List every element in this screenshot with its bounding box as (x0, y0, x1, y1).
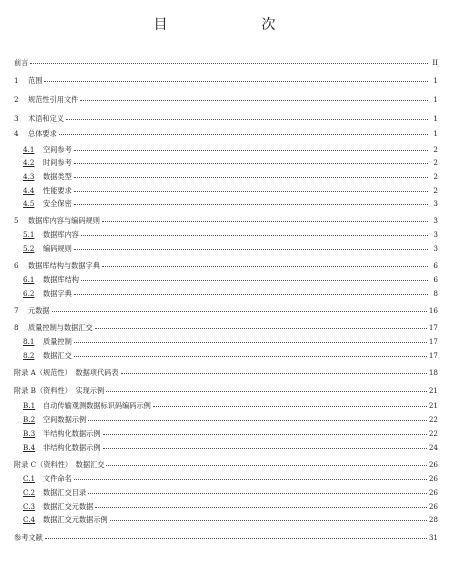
toc-entry-page: 17 (428, 351, 438, 360)
dot-leader (52, 305, 427, 312)
toc-entry-number: 8.2 (23, 351, 35, 360)
dot-leader (80, 94, 428, 101)
dot-leader (45, 532, 427, 539)
toc-entry-page: 3 (433, 244, 438, 253)
page-title: 目 次 (153, 17, 298, 33)
toc-entry-page: 17 (428, 323, 438, 332)
toc-entry-number: 6.1 (23, 275, 35, 284)
dot-leader (74, 185, 428, 192)
toc-entry-page: 26 (428, 488, 438, 497)
dot-leader (74, 171, 428, 178)
toc-entry-label: 时间参考 (43, 158, 72, 167)
toc-entry-page: 26 (428, 502, 438, 511)
toc-entry-number: 4.3 (23, 172, 35, 181)
toc-entry[interactable] (23, 199, 438, 209)
toc-entry-page: 3 (433, 216, 438, 225)
toc-entry[interactable] (14, 261, 438, 271)
dot-leader (74, 144, 428, 151)
toc-entry-number: 2 (14, 95, 19, 104)
toc-entry[interactable] (23, 401, 438, 411)
toc-entry-label: 性能要求 (43, 186, 72, 195)
toc-entry-number: 4.2 (23, 158, 35, 167)
toc-entry[interactable] (23, 429, 438, 439)
toc-entry-number: 6 (14, 261, 19, 270)
toc-entry-number: 3 (14, 114, 19, 123)
toc-entry-number: C.3 (23, 502, 36, 511)
toc-entry-page: 26 (428, 474, 438, 483)
toc-entry-label: 数据库结构 (43, 275, 79, 284)
dot-leader (102, 260, 428, 267)
toc-entry-page: 21 (428, 401, 438, 410)
toc-entry-page: 24 (428, 443, 438, 452)
toc-entry-number: B.3 (23, 429, 36, 438)
toc-entry-label: 数据类型 (43, 172, 72, 181)
toc-entry-label: 质量控制 (43, 337, 72, 346)
toc-entry-number: 8 (14, 323, 19, 332)
toc-entry-page: II (432, 58, 438, 67)
dot-leader (74, 350, 427, 357)
toc-entry[interactable] (23, 158, 438, 168)
dot-leader (95, 322, 427, 329)
dot-leader (74, 288, 428, 295)
dot-leader (74, 243, 428, 250)
toc-entry-page: 17 (428, 337, 438, 346)
toc-entry-label: 附录 C（资料性） 数据汇交 (14, 460, 105, 469)
toc-entry-label: 数据汇交元数据 (43, 502, 94, 511)
dot-leader (74, 473, 427, 480)
toc-entry[interactable] (14, 368, 438, 378)
toc-entry[interactable] (23, 474, 438, 484)
dot-leader (66, 113, 428, 120)
toc-entry-label: 数据汇交 (43, 351, 72, 360)
toc-entry[interactable] (23, 244, 438, 254)
toc-entry[interactable] (23, 289, 438, 299)
toc-entry[interactable] (14, 306, 438, 316)
toc-entry-label: 前言 (14, 58, 29, 67)
toc-entry-number: 5.1 (23, 230, 35, 239)
toc-entry-page: 8 (433, 289, 438, 298)
toc-entry-label: 总体要求 (28, 129, 57, 138)
toc-entry[interactable] (23, 488, 438, 498)
dot-leader (110, 514, 427, 521)
toc-entry-label: 编码规则 (43, 244, 72, 253)
toc-entry-label: 数据汇交元数据示例 (43, 515, 108, 524)
dot-leader (88, 487, 427, 494)
toc-entry-page: 22 (428, 429, 438, 438)
toc-entry-page: 2 (433, 145, 438, 154)
toc-entry-number: B.1 (23, 401, 36, 410)
toc-entry-page: 18 (428, 368, 438, 377)
toc-entry-number: 4.1 (23, 145, 35, 154)
toc-entry-label: 自动传输观测数据标识码编码示例 (43, 401, 151, 410)
toc-list (14, 0, 438, 566)
toc-entry-page: 1 (433, 114, 438, 123)
toc-entry[interactable] (23, 415, 438, 425)
toc-entry-page: 2 (433, 158, 438, 167)
toc-entry-number: B.2 (23, 415, 36, 424)
toc-entry[interactable] (14, 533, 438, 543)
toc-entry-number: 8.1 (23, 337, 35, 346)
toc-entry[interactable] (23, 145, 438, 155)
toc-entry-page: 1 (433, 129, 438, 138)
toc-entry-number: 1 (14, 76, 19, 85)
toc-entry[interactable] (14, 460, 438, 470)
toc-entry-label: 范围 (28, 76, 43, 85)
toc-entry-page: 6 (433, 275, 438, 284)
toc-entry-label: 安全保密 (43, 199, 72, 208)
dot-leader (81, 274, 428, 281)
toc-entry[interactable] (23, 515, 438, 525)
toc-entry[interactable] (23, 443, 438, 453)
dot-leader (106, 459, 426, 466)
toc-entry[interactable] (14, 95, 438, 105)
toc-entry-label: 数据汇交目录 (43, 488, 87, 497)
toc-entry-label: 术语和定义 (28, 114, 64, 123)
dot-leader (88, 414, 427, 421)
toc-entry-page: 21 (428, 386, 438, 395)
dot-leader (102, 215, 428, 222)
toc-entry-number: 4.5 (23, 199, 35, 208)
toc-entry-label: 规范性引用文件 (28, 95, 79, 104)
dot-leader (74, 198, 428, 205)
toc-entry[interactable] (23, 172, 438, 182)
toc-entry[interactable] (14, 76, 438, 86)
toc-entry-number: C.2 (23, 488, 36, 497)
toc-entry-page: 26 (428, 460, 438, 469)
toc-entry-label: 数据字典 (43, 289, 72, 298)
dot-leader (44, 75, 428, 82)
dot-leader (95, 501, 427, 508)
dot-leader (103, 442, 427, 449)
toc-entry[interactable] (14, 114, 438, 124)
dot-leader (30, 57, 428, 64)
toc-entry[interactable] (14, 216, 438, 226)
toc-entry-number: 5 (14, 216, 19, 225)
toc-entry[interactable] (23, 186, 438, 196)
toc-entry[interactable] (14, 129, 438, 139)
toc-entry[interactable] (23, 230, 438, 240)
dot-leader (153, 400, 427, 407)
toc-entry-label: 空间参考 (43, 145, 72, 154)
toc-entry[interactable] (14, 386, 438, 396)
toc-entry-page: 6 (433, 261, 438, 270)
toc-entry-label: 数据库结构与数据字典 (28, 261, 100, 270)
toc-entry[interactable] (23, 351, 438, 361)
toc-entry-label: 附录 B（资料性） 实现示例 (14, 386, 105, 395)
toc-entry-page: 1 (433, 95, 438, 104)
toc-entry-page: 28 (428, 515, 438, 524)
dot-leader (81, 229, 428, 236)
toc-entry-page: 31 (428, 533, 438, 542)
toc-entry-number: 7 (14, 306, 19, 315)
toc-entry-label: 元数据 (28, 306, 50, 315)
toc-entry-page: 16 (428, 306, 438, 315)
toc-entry-number: C.4 (23, 515, 36, 524)
toc-entry-page: 2 (433, 186, 438, 195)
toc-entry-label: 质量控制与数据汇交 (28, 323, 93, 332)
toc-entry[interactable] (23, 337, 438, 347)
toc-entry-label: 半结构化数据示例 (43, 429, 101, 438)
toc-entry-number: 4.4 (23, 186, 35, 195)
dot-leader (106, 385, 427, 392)
toc-entry-label: 非结构化数据示例 (43, 443, 101, 452)
toc-entry-number: 5.2 (23, 244, 35, 253)
toc-entry[interactable] (14, 323, 438, 333)
toc-entry-number: 4 (14, 129, 19, 138)
toc-entry-number: B.4 (23, 443, 36, 452)
dot-leader (59, 128, 428, 135)
dot-leader (121, 367, 427, 374)
toc-entry-page: 3 (433, 230, 438, 239)
toc-entry-label: 空间数据示例 (43, 415, 87, 424)
toc-entry-number: 6.2 (23, 289, 35, 298)
toc-entry[interactable] (23, 275, 438, 285)
toc-entry[interactable] (23, 502, 438, 512)
toc-entry[interactable] (14, 58, 438, 68)
dot-leader (74, 157, 428, 164)
toc-entry-label: 数据库内容与编码规则 (28, 216, 100, 225)
toc-entry-label: 附录 A（规范性） 数据项代码表 (14, 368, 119, 377)
toc-entry-label: 参考文献 (14, 533, 43, 542)
toc-entry-page: 1 (433, 76, 438, 85)
toc-entry-page: 22 (428, 415, 438, 424)
toc-entry-page: 2 (433, 172, 438, 181)
dot-leader (103, 428, 427, 435)
toc-entry-page: 3 (433, 199, 438, 208)
toc-entry-label: 文件命名 (43, 474, 72, 483)
dot-leader (74, 336, 427, 343)
toc-entry-number: C.1 (23, 474, 36, 483)
toc-entry-label: 数据库内容 (43, 230, 79, 239)
